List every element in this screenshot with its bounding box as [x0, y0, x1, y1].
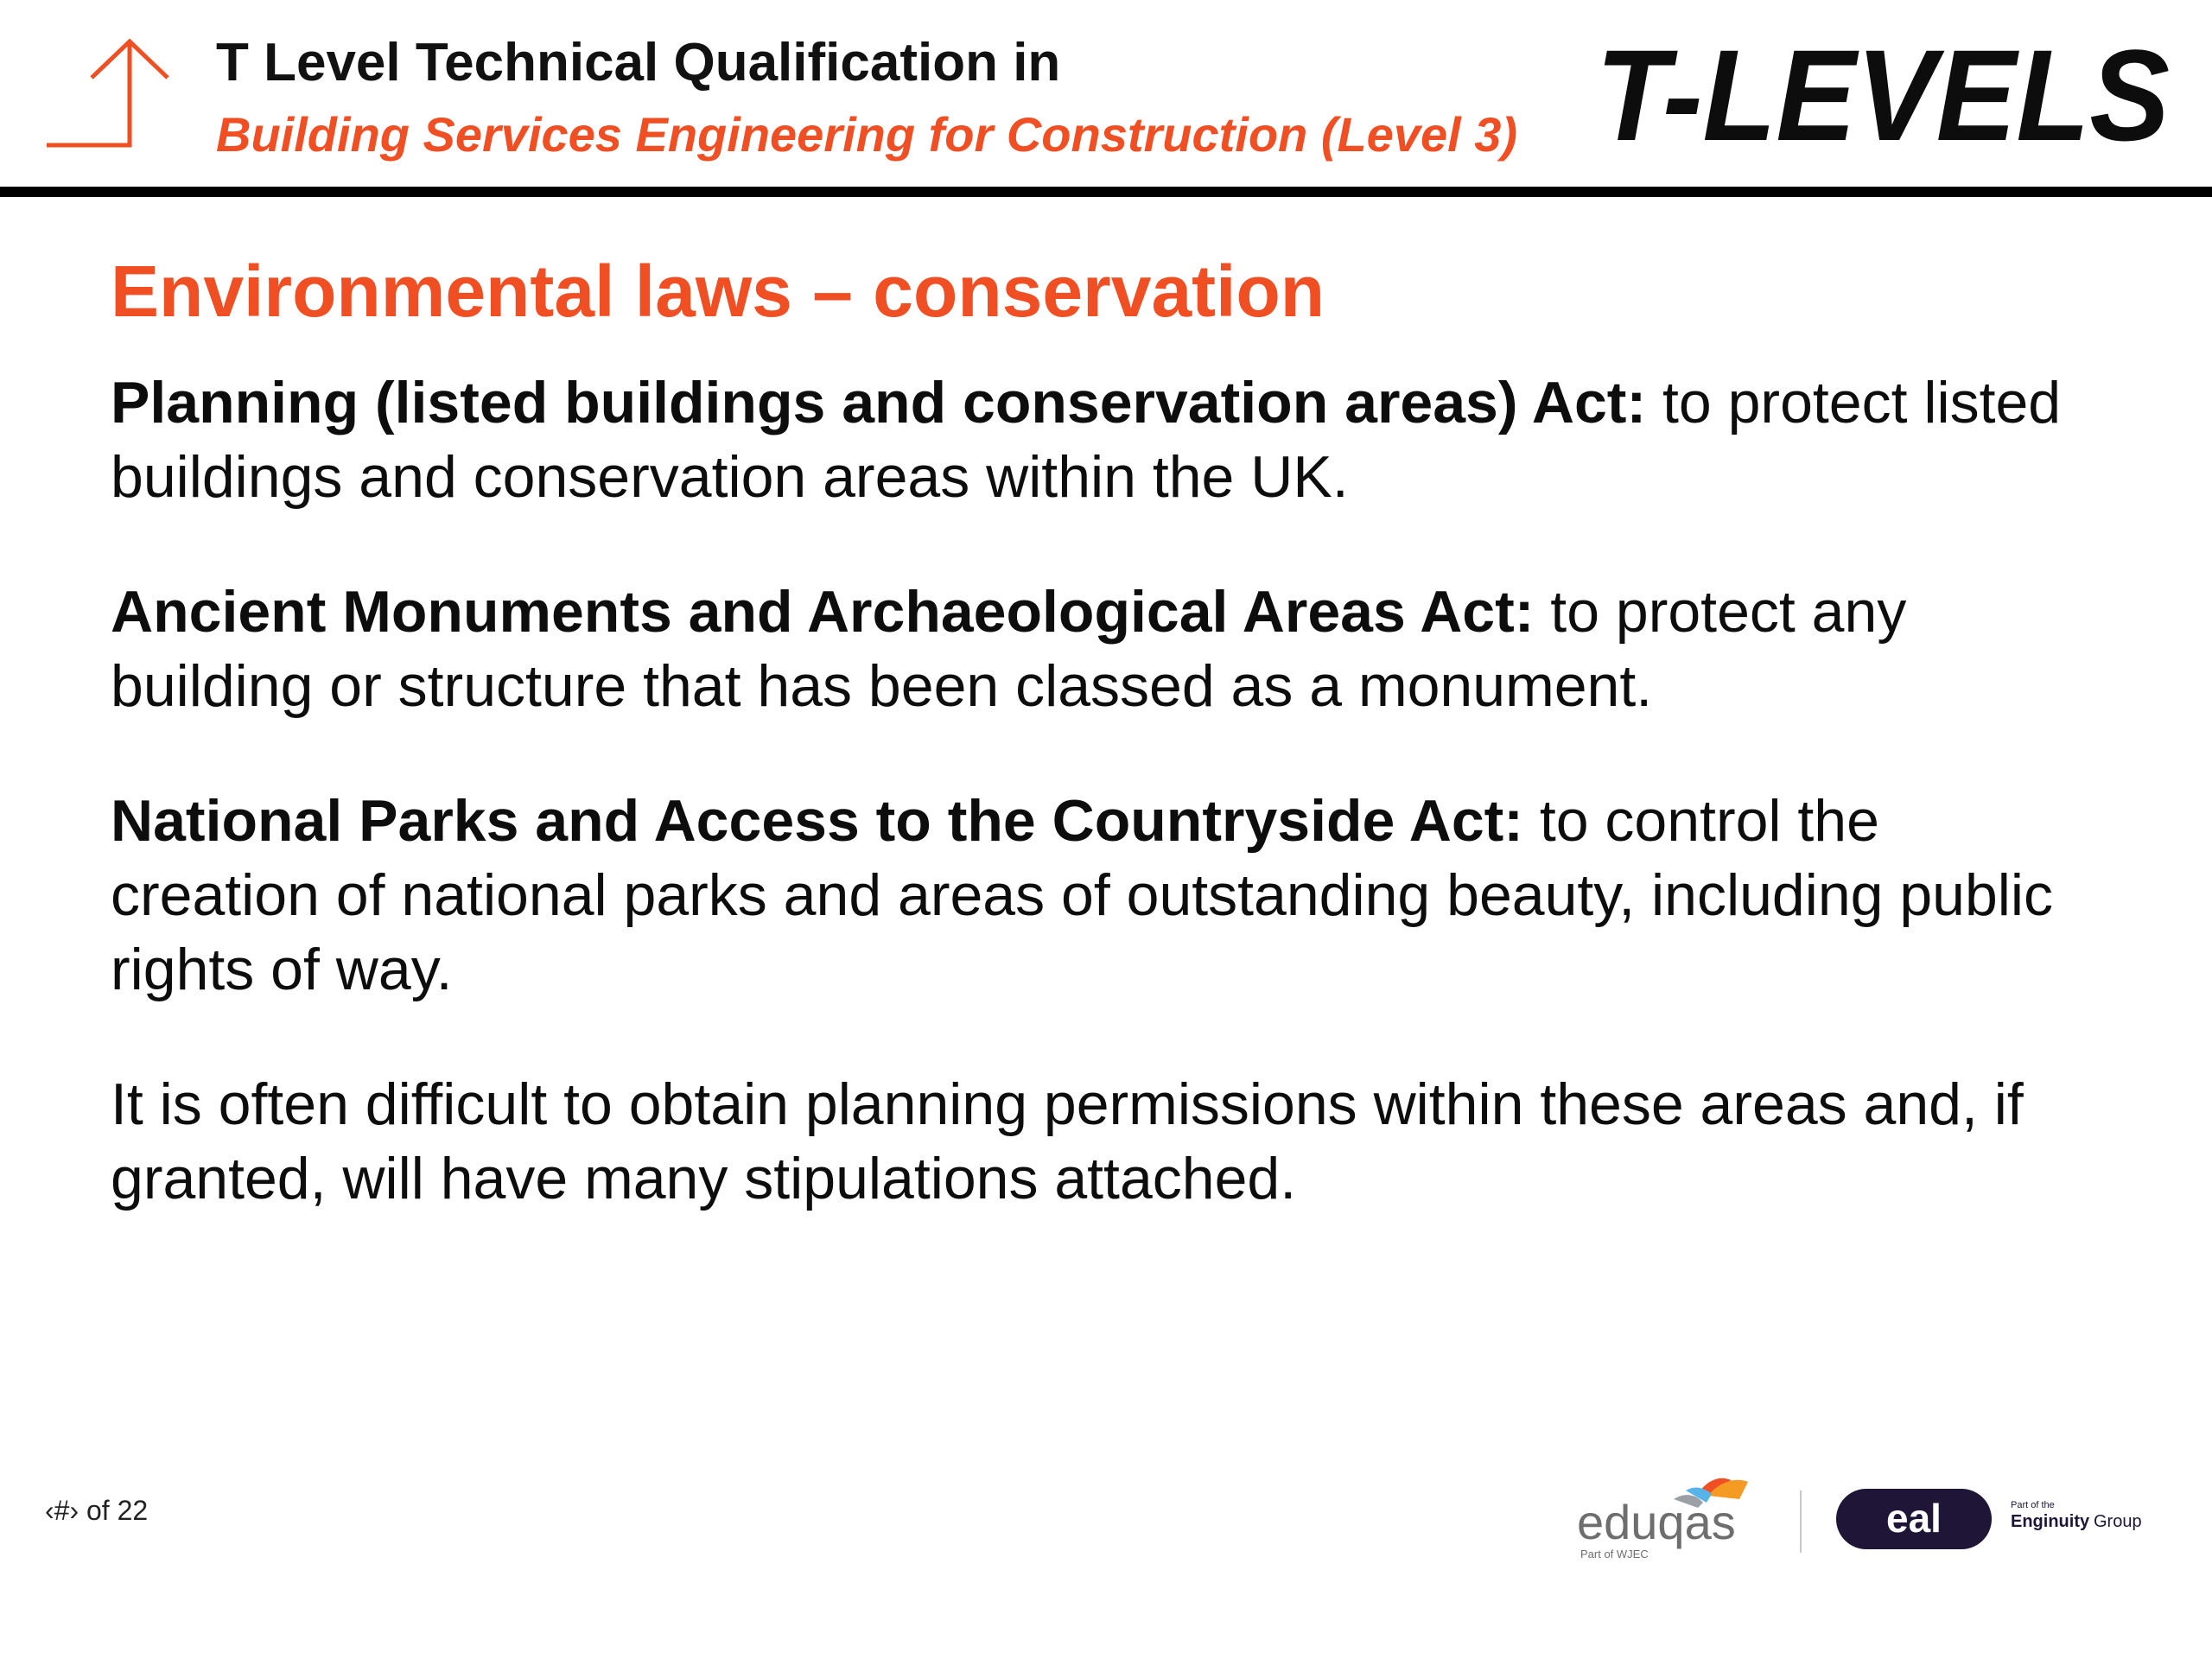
paragraph-text: to protect listed buildings and conservation areas within the UK.	[111, 370, 2062, 510]
slide-number: ‹#› of 22	[45, 1495, 149, 1526]
eduqas-subtitle: Part of WJEC	[1580, 1548, 1649, 1560]
eal-logo	[1836, 1489, 1992, 1549]
paragraph-ancient-monuments-act	[111, 575, 2098, 723]
paragraph-planning-note	[111, 1067, 2098, 1216]
qualification-title: T Level Technical Qualification in	[216, 33, 1061, 92]
enginuity-name: Enginuity	[2011, 1512, 2090, 1531]
header-title-block	[216, 26, 1517, 169]
paragraph-term: Ancient Monuments and Archaeological Areas Act:	[111, 579, 1535, 645]
slide-body	[111, 365, 2098, 1276]
enginuity-logo	[2011, 1500, 2142, 1531]
paragraph-national-parks-act	[111, 784, 2098, 1007]
paragraph-term: National Parks and Access to the Countryside Act:	[111, 788, 1523, 854]
enginuity-small-label: Part of the	[2011, 1500, 2055, 1510]
paragraph-text: to control the creation of national parks and areas of outstanding beauty, including public rights of way.	[111, 788, 2054, 1002]
t-levels-logo	[1594, 35, 2173, 151]
slide-title: Environmental laws – conservation	[111, 251, 1325, 332]
t-levels-logo-text: T-LEVELS	[1596, 35, 2170, 151]
slide-header	[0, 0, 2212, 199]
paragraph-planning-act	[111, 365, 2098, 514]
eduqas-wordmark: eduqas	[1577, 1495, 1736, 1549]
arrow-up-corner-icon	[43, 35, 181, 156]
paragraph-text: It is often difficult to obtain planning permissions within these areas and, if granted, will have many stipulations attached.	[111, 1071, 2024, 1211]
footer-logos	[1577, 1456, 2173, 1568]
enginuity-group: Group	[2094, 1512, 2142, 1531]
eal-wordmark: eal	[1886, 1496, 1942, 1541]
header-divider	[0, 187, 2212, 197]
paragraph-text: to protect any building or structure that has been classed as a monument.	[111, 579, 1907, 719]
qualification-subtitle: Building Services Engineering for Construction (Level 3)	[216, 107, 1518, 162]
logo-divider	[1800, 1491, 1802, 1553]
eduqas-logo	[1577, 1478, 1748, 1560]
paragraph-term: Planning (listed buildings and conservation areas) Act:	[111, 370, 1647, 435]
